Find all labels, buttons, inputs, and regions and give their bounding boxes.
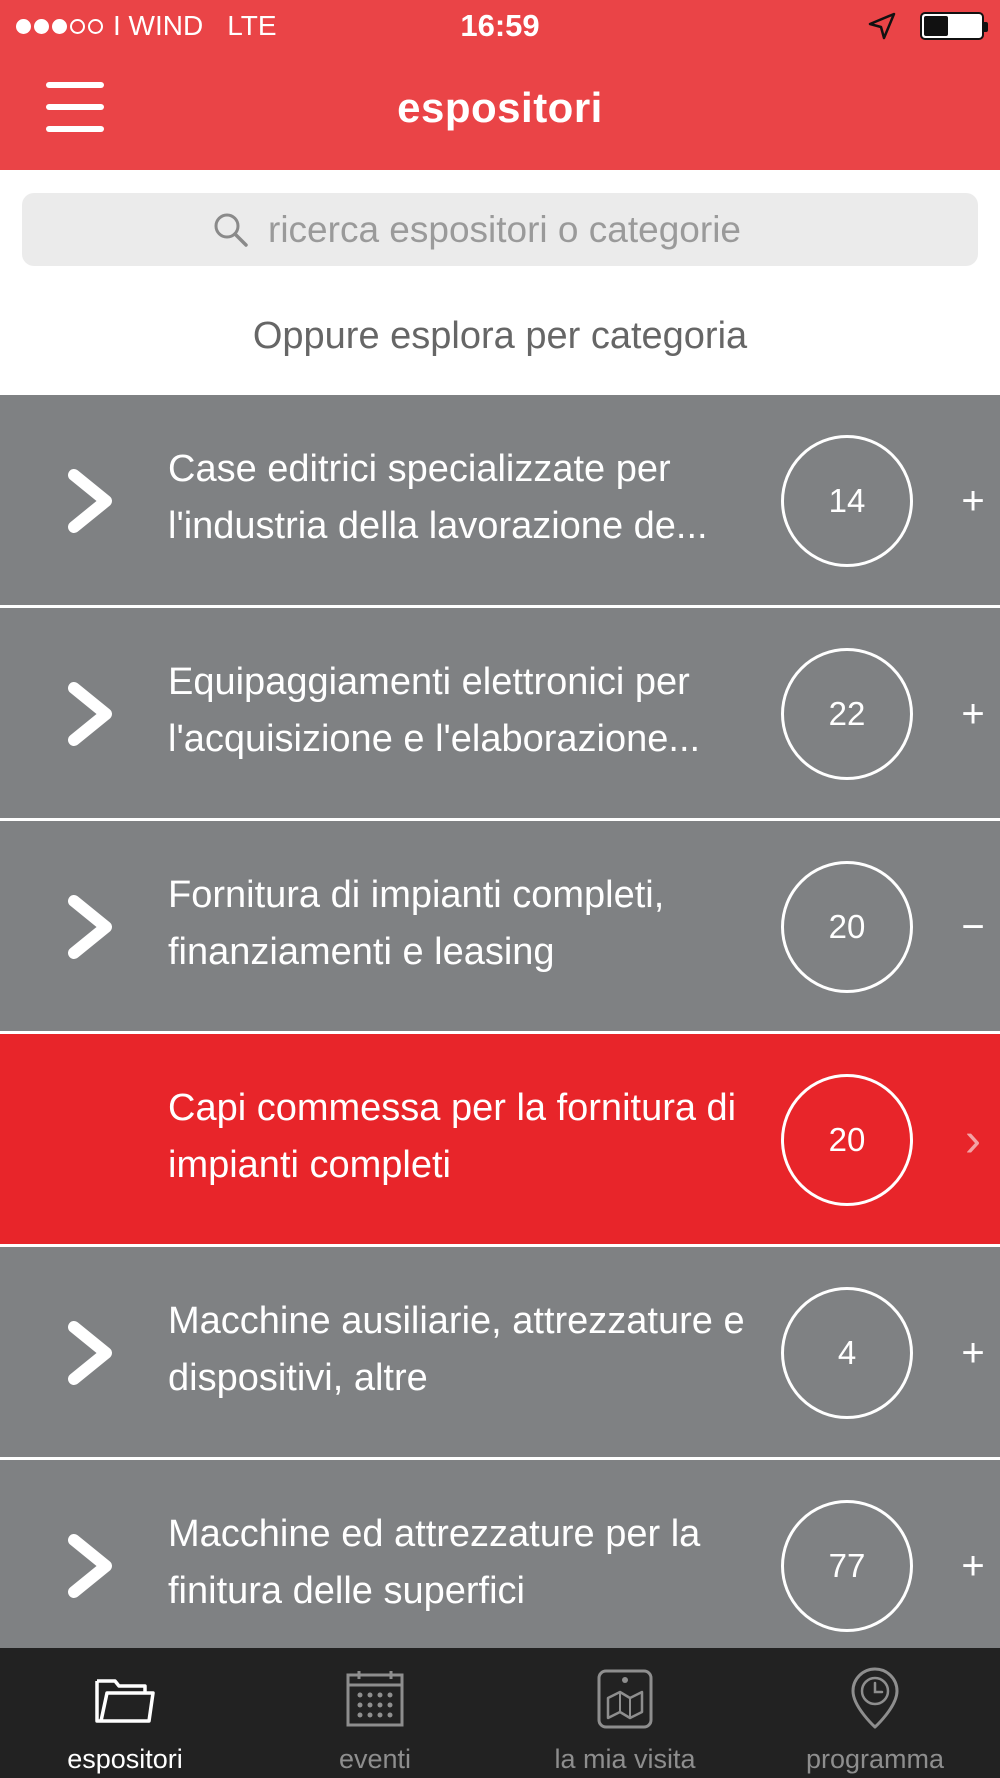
category-count-badge: 14 [781, 435, 913, 567]
category-row[interactable] [0, 1460, 1000, 1648]
page-title: espositori [397, 84, 603, 131]
tab-bar [0, 1648, 1000, 1778]
clock-pin-icon [847, 1667, 903, 1731]
category-label: Equipaggiamenti elettronici per l'acquisizione e l'elaborazione... [168, 661, 701, 760]
tab-label: eventi [338, 1744, 412, 1774]
expand-toggle[interactable]: + [961, 478, 985, 523]
category-count-badge: 4 [781, 1287, 913, 1419]
category-label: Macchine ed attrezzature per la finitura delle superfici [168, 1513, 701, 1612]
category-list [0, 395, 1000, 1648]
expand-toggle[interactable]: + [961, 1330, 985, 1375]
search-input[interactable] [268, 209, 788, 251]
category-row[interactable] [0, 821, 1000, 1033]
category-label: Macchine ausiliarie, attrezzature e dispositivi, altre [168, 1300, 745, 1399]
category-row[interactable] [0, 1247, 1000, 1459]
chevron-right-icon[interactable]: › [965, 1113, 981, 1167]
status-time: 16:59 [460, 8, 540, 43]
category-label: Fornitura di impianti completi, finanziamenti e leasing [168, 874, 665, 973]
chevron-right-icon [62, 893, 118, 961]
status-bar [0, 0, 1000, 56]
tab-label: espositori [67, 1744, 183, 1774]
category-row-active[interactable] [0, 1034, 1000, 1246]
status-right [868, 12, 984, 40]
search-icon [212, 211, 250, 249]
collapse-toggle[interactable]: − [961, 904, 985, 949]
tab-la-mia-visita[interactable] [500, 1648, 750, 1778]
expand-toggle[interactable]: + [961, 1543, 985, 1588]
category-label: Case editrici specializzate per l'industria della lavorazione de... [168, 448, 708, 547]
tab-label: la mia visita [554, 1744, 696, 1774]
category-row[interactable] [0, 608, 1000, 820]
folder-icon [93, 1671, 157, 1727]
category-count-badge: 77 [781, 1500, 913, 1632]
chevron-right-icon [62, 467, 118, 535]
search-bar[interactable] [22, 193, 978, 266]
chevron-right-icon [62, 680, 118, 748]
tab-programma[interactable] [750, 1648, 1000, 1778]
category-count-badge: 20 [781, 861, 913, 993]
tab-eventi[interactable] [250, 1648, 500, 1778]
chevron-right-icon [62, 1319, 118, 1387]
map-icon [596, 1668, 654, 1730]
category-subtitle: Oppure esplora per categoria [252, 315, 748, 357]
top-bar [0, 0, 1000, 170]
chevron-right-icon [62, 1532, 118, 1600]
carrier-name: I WIND [113, 10, 204, 41]
category-count-badge: 22 [781, 648, 913, 780]
location-arrow-icon [868, 12, 896, 40]
expand-toggle[interactable]: + [961, 691, 985, 736]
network-type: LTE [227, 10, 277, 41]
category-count-badge: 20 [781, 1074, 913, 1206]
tab-espositori[interactable] [0, 1648, 250, 1778]
tab-label: programma [805, 1744, 945, 1774]
battery-icon [920, 12, 984, 40]
category-label: Capi commessa per la fornitura di impianti completi [168, 1087, 737, 1186]
calendar-icon [345, 1669, 405, 1729]
category-row[interactable] [0, 395, 1000, 607]
